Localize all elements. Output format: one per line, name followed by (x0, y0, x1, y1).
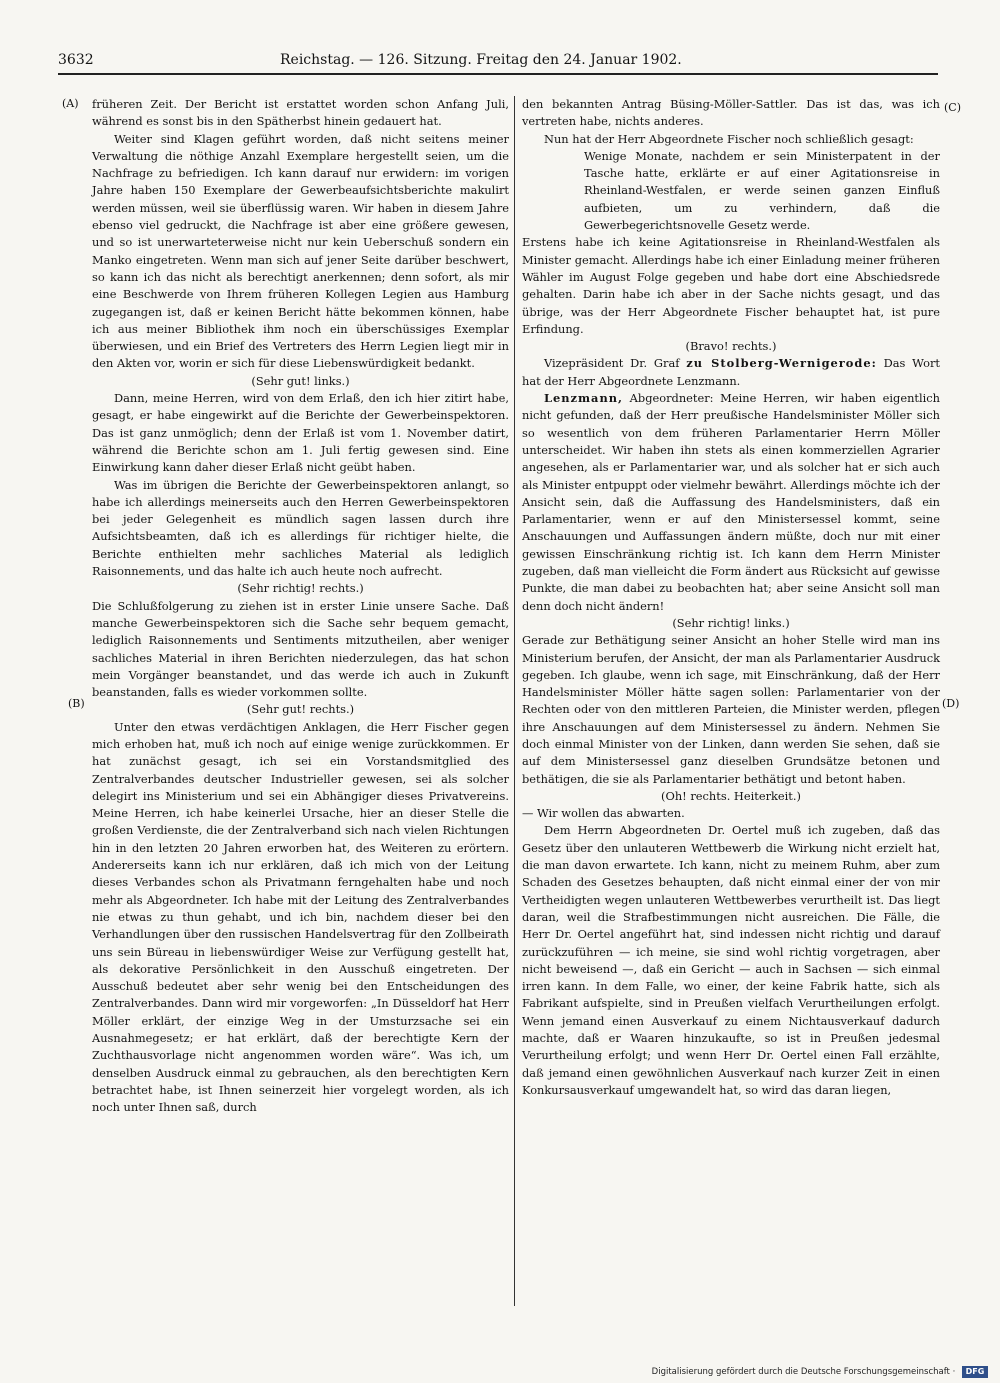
margin-mark-a: (A) (62, 97, 79, 110)
paragraph: Weiter sind Klagen geführt worden, daß nicht seitens meiner Verwaltung die nöthige Anzahl Exemplare hergestellt seien, um die Nachfrage zu befriedigen. Ich kann darauf nur erwidern: im vorigen Jahre haben 150 Exemplare der Gewerbeaufsichtsberichte makulirt werden müssen, weil sie überflüssig waren. Wir haben in diesem Jahre ebenso viel gedruckt, die Nachfrage ist aber eine größere gewesen, und so ist unerwarteterweise nicht nur kein Ueberschuß sondern ein Manko eingetreten. Wenn man sich auf jener Seite darüber beschwert, so kann ich das nicht als berechtigt anerkennen; denn sofort, als mir eine Beschwerde von Ihrem früheren Kollegen Legien aus Hamburg zugegangen ist, daß er keinen Bericht hätte bekommen können, habe ich aus meiner Bibliothek ihm noch ein überschüssiges Exemplar überwiesen, und ein Brief des Vertreters des Herrn Legien liegt mir in den Akten vor, worin er sich für diese Liebenswürdigkeit bedankt. (92, 131, 509, 371)
speech-text: Das Wort hat der Herr Abgeordnete Lenzmann. (522, 356, 940, 388)
paragraph: Dem Herrn Abgeordneten Dr. Oertel muß ich zugeben, daß das Gesetz über den unlauteren Wettbewerb die Wirkung nicht erzielt hat, die man davon erwartete. Ich kann, nicht zu meinem Ruhm, aber zum Schaden des Gesetzes behaupten, daß nicht einmal einer der von mir Vertheidigten wegen unlauteren Wettbewerbes verurtheilt ist. Das liegt daran, weil die Strafbestimmungen nicht ausreichen. Die Fälle, die Herr Dr. Oertel angeführt hat, sind indessen nicht richtig und darauf zurückzuführen — ich meine, sie sind wohl richtig vorgetragen, aber nicht beweisend —, daß ein Gericht — auch in Sachsen — sich einmal irren kann. In dem Falle, wo einer, der keine Fabrik hatte, sich als Fabrikant aufspielte, sind in Preußen vielfach Verurtheilungen erfolgt. Wenn jemand einen Ausverkauf zu einem Nichtausverkauf dadurch machte, daß er Waaren hinzukaufte, so ist in Preußen jedesmal Verurtheilung erfolgt; und wenn Herr Dr. Oertel einen Fall erzählte, daß jemand einen gewöhnlichen Ausverkauf nach kurzer Zeit in einen Konkursausverkauf umgewandelt hat, so wird das daran liegen, (522, 823, 940, 1097)
margin-mark-b: (B) (68, 697, 85, 710)
interjection: (Oh! rechts. Heiterkeit.) (661, 788, 801, 803)
speaker-name: zu Stolberg-Wernigerode: (686, 356, 877, 371)
margin-mark-d: (D) (942, 697, 960, 710)
margin-mark-c: (C) (944, 101, 961, 114)
paragraph: Die Schlußfolgerung zu ziehen ist in erster Linie unsere Sache. Daß manche Gewerbeinspektoren sich die Sache sehr bequem gemacht, lediglich Raisonnements und Sentiments mitzutheilen, aber weniger sachliches Material in ihren Berichten niederzulegen, das hat schon mein Vorgänger beanstandet, und das werde ich auch in Zukunft beanstanden, falls es wieder vorkommen sollte. (92, 598, 509, 700)
interjection: (Sehr richtig! links.) (672, 615, 790, 630)
header-rule (58, 73, 938, 75)
paragraph: Erstens habe ich keine Agitationsreise in Rheinland-Westfalen als Minister gemacht. Allerdings habe ich einer Einladung meiner früheren Wähler im August Folge gegeben und habe dort eine Abschiedsrede gehalten. Darin habe ich aber in der Sache nichts gesagt, und das übrige, was der Herr Abgeordnete Fischer behauptet hat, ist pure Erfindung. (522, 235, 940, 336)
page-number: 3632 (58, 52, 94, 68)
interjection: (Sehr gut! links.) (251, 373, 350, 388)
column-divider (514, 96, 515, 1306)
running-title: Reichstag. — 126. Sitzung. Freitag den 24. Januar 1902. (280, 52, 682, 68)
paragraph: — Wir wollen das abwarten. (522, 806, 685, 821)
speaker-title: Vizepräsident Dr. Graf (544, 356, 680, 371)
paragraph: den bekannten Antrag Büsing-Möller-Sattler. Das ist das, was ich vertreten habe, nichts anderes. (522, 97, 940, 129)
paragraph: Gerade zur Bethätigung seiner Ansicht an hoher Stelle wird man ins Ministerium berufen, der Ansicht, der man als Parlamentarier Ausdruck gegeben. Ich glaube, wenn ich sage, mit Einschränkung, daß der Herr Handelsminister Möller hätte sagen sollen: Parlamentarier von der Rechten oder von den mittleren Parteien, die Minister werden, pflegen ihre Anschauungen auf dem Ministersessel zu ändern. Nehmen Sie doch einmal Minister von der Linken, dann werden Sie sehen, daß sie auf dem Ministersessel ganz dieselben Grundsätze betonen und bethätigen, die sie als Parlamentarier bethätigt und betont haben. (522, 633, 940, 786)
paragraph: früheren Zeit. Der Bericht ist erstattet worden schon Anfang Juli, während es sonst bis in den Spätherbst hinein gedauert hat. (92, 97, 509, 129)
interjection: (Sehr gut! rechts.) (246, 702, 355, 717)
interjection: (Bravo! rechts.) (685, 339, 777, 354)
speech-text: Abgeordneter: Meine Herren, wir haben eigentlich nicht gefunden, daß der Herr preußische Handelsminister Möller sich so wesentlich von dem früheren Parlamentarier Herrn Möller unterscheidet. Wir haben ihn stets als einen kommerziellen Agrarier angesehen, als er Parlamentarier war, und als solcher hat er sich auch als Minister entpuppt oder vielmehr bewährt. Allerdings möchte ich der Ansicht sein, daß die Auffassung des Handelsministers, daß ein Parlamentarier, wenn er auf den Ministersessel kommt, seine Anschauungen und Auffassungen ändern müßte, doch nur mit einer gewissen Einschränkung richtig ist. Ich kann dem Herrn Minister zugeben, daß man vielleicht die Form ändert aus Rücksicht auf gewisse Punkte, die man dabei zu beobachten hat; aber seine Ansicht soll man denn doch nicht ändern! (522, 391, 941, 613)
footer-text: Digitalisierung gefördert durch die Deutsche Forschungsgemeinschaft · (651, 1367, 956, 1377)
left-column (92, 96, 509, 1117)
dfg-logo-icon: DFG (962, 1366, 988, 1378)
paragraph: Dann, meine Herren, wird von dem Erlaß, den ich hier zitirt habe, gesagt, er habe eingewirkt auf die Berichte der Gewerbeinspektoren. Das ist ganz unmöglich; denn der Erlaß ist vom 1. November datirt, während die Berichte schon am 1. Juli fertig gewesen sind. Eine Einwirkung kann daher dieser Erlaß nicht geübt haben. (92, 391, 509, 475)
speaker-paragraph (522, 355, 940, 390)
page-header (58, 50, 938, 70)
paragraph: Was im übrigen die Berichte der Gewerbeinspektoren anlangt, so habe ich allerdings meinerseits auch den Herren Gewerbeinspektoren bei jeder Gelegenheit es mündlich sagen lassen durch ihre Aufsichtsbeamten, daß ich es allerdings für richtiger hielte, die Berichte enthielten mehr sachliches Material als lediglich Raisonnements, und das halte ich auch heute noch aufrecht. (92, 477, 509, 579)
paragraph: Nun hat der Herr Abgeordnete Fischer noch schließlich gesagt: (544, 131, 914, 146)
footer-credit (652, 1365, 988, 1379)
block-quote: Wenige Monate, nachdem er sein Ministerpatent in der Tasche hatte, erklärte er auf einer Agitationsreise in Rheinland-Westfalen, er werde seinen ganzen Einfluß aufbieten, um zu verhindern, daß die Gewerbegerichtsnovelle Gesetz werde. (584, 148, 940, 233)
speaker-name: Lenzmann, (544, 391, 623, 406)
interjection: (Sehr richtig! rechts.) (237, 581, 364, 596)
speaker-paragraph (522, 390, 940, 615)
paragraph: Unter den etwas verdächtigen Anklagen, die Herr Fischer gegen mich erhoben hat, muß ich noch auf einige wenige zurückkommen. Er hat zunächst gesagt, ich sei ein Vorstandsmitglied des Zentralverbandes deutscher Industrieller gewesen, sei als solcher delegirt ins Ministerium und sei ein Abhängiger dieses Privatvereins. Meine Herren, ich habe keinerlei Ursache, hier an dieser Stelle die großen Verdienste, die der Zentralverband sich nach vielen Richtungen hin in den letzten 20 Jahren erworben hat, des Weiteren zu erörtern. Andererseits kann ich nur erklären, daß ich mich von der Leitung dieses Verbandes schon als Privatmann ferngehalten habe und noch mehr als Abgeordneter. Ich habe mit der Leitung des Zentralverbandes nie etwas zu thun gehabt, und ich bin, nachdem dieser bei den Verhandlungen über den russischen Handelsvertrag für den Zollbeirath uns sein Büreau in liebenswürdiger Weise zur Verfügung gestellt hat, als dekorative Persönlichkeit in den Ausschuß eingetreten. Der Ausschuß bedeutet aber sehr wenig bei den Entscheidungen des Zentralverbandes. Dann wird mir vorgeworfen: „In Düsseldorf hat Herr Möller erklärt, der einzige Weg in der Umsturzsache sei ein Ausnahmegesetz; er hat erklärt, daß der berechtigte Kern der Zuchthausvorlage nicht angenommen worden wäre“. Was ich, um denselben Ausdruck einmal zu gebrauchen, als den berechtigten Kern betrachtet habe, ist Ihnen seinerzeit hier vorgelegt worden, als ich noch unter Ihnen saß, durch (92, 719, 509, 1115)
right-column (522, 96, 940, 1099)
